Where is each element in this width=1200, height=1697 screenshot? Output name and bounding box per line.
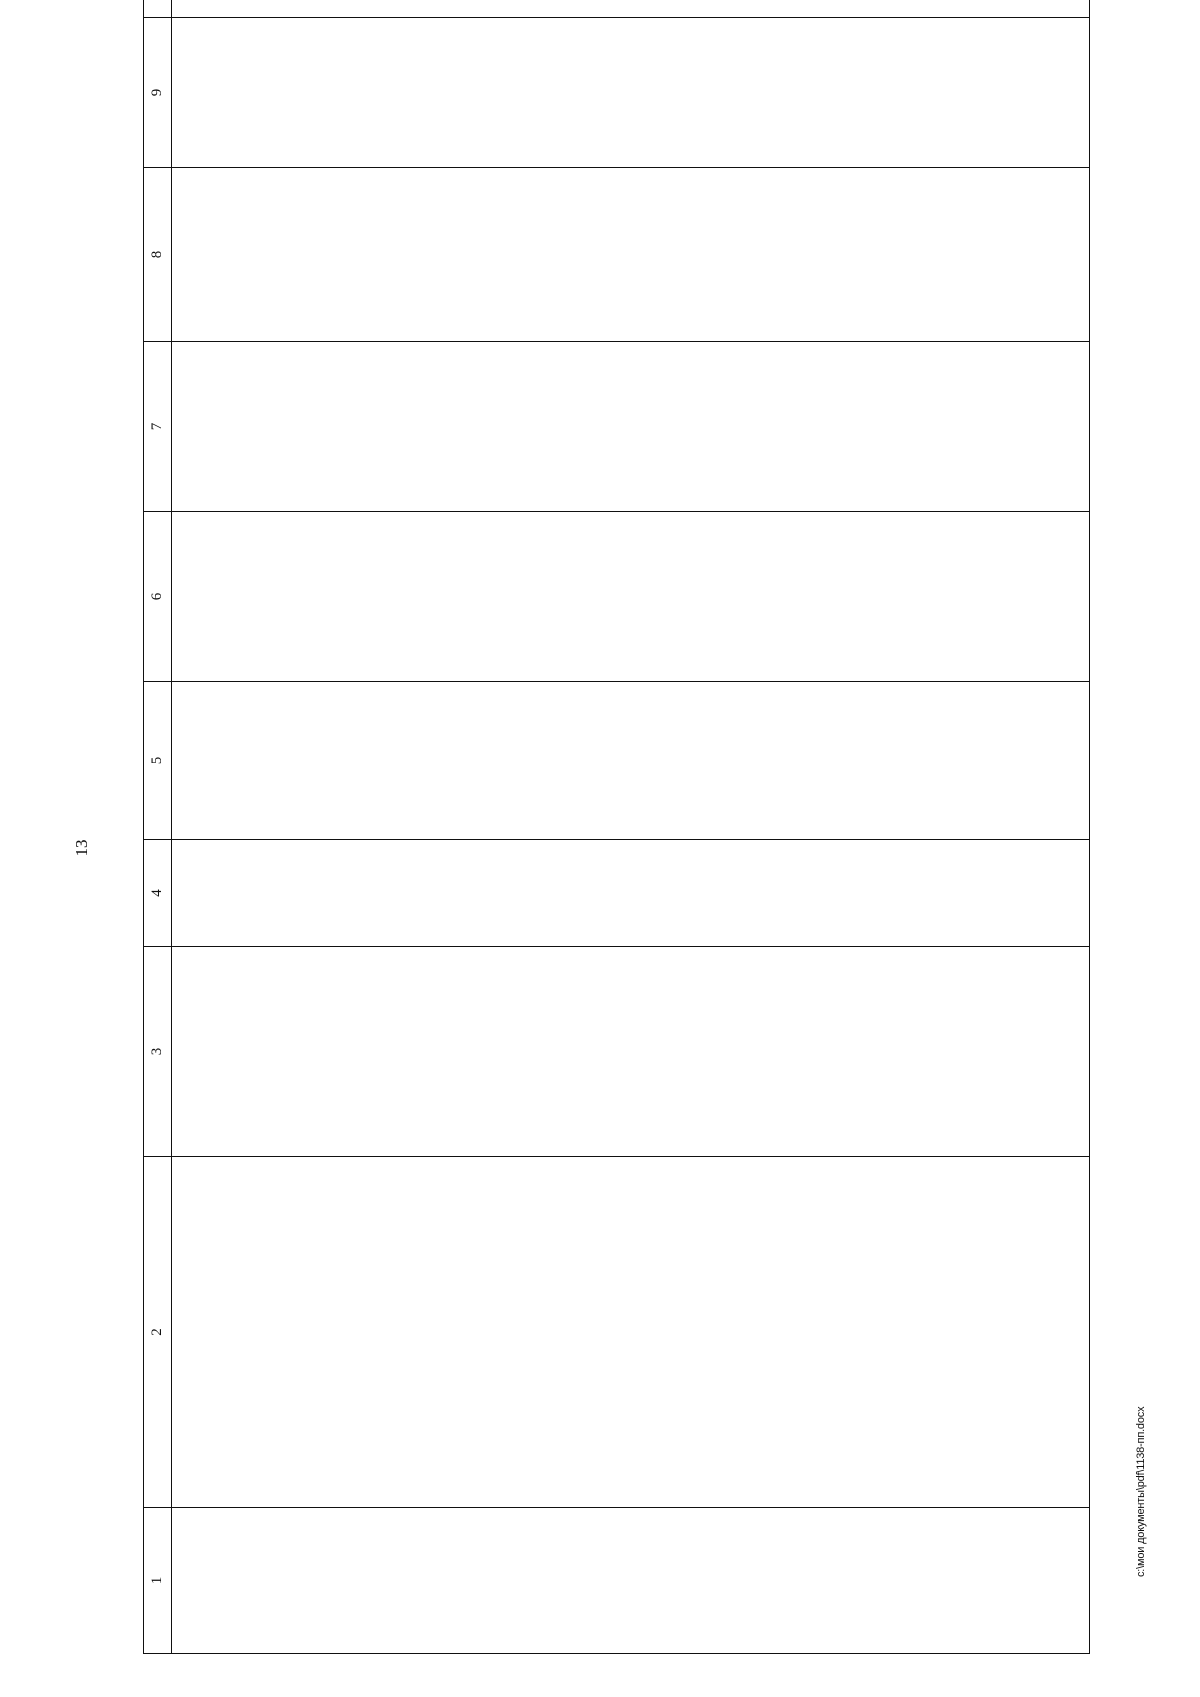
text-line: [339, 0, 357, 17]
table-cell: [172, 168, 1090, 342]
text-line: [560, 0, 578, 17]
table-cell: [172, 1508, 1090, 1654]
text-line: [725, 0, 743, 17]
table-row: [172, 0, 1090, 1654]
text-line: [744, 0, 762, 17]
column-header: 1: [144, 1508, 172, 1654]
table-cell: [172, 0, 1090, 18]
header-row: [144, 0, 172, 1654]
text-line: [394, 0, 412, 17]
text-line: [633, 0, 651, 17]
text-line: [596, 0, 614, 17]
text-line: [431, 0, 449, 17]
text-line: [173, 0, 191, 17]
column-header: 8: [144, 168, 172, 342]
text-line: [449, 0, 467, 17]
text-line: [357, 0, 375, 17]
text-line: [375, 0, 393, 17]
text-line: [523, 0, 541, 17]
text-line: [707, 0, 725, 17]
table-cell: [172, 682, 1090, 840]
text-line: [817, 0, 835, 17]
text-line: [283, 0, 301, 17]
table-cell: [172, 18, 1090, 168]
text-line: [780, 0, 798, 17]
column-header: [144, 0, 172, 18]
text-line: [486, 0, 504, 17]
text-line: [210, 0, 228, 17]
column-header: 9: [144, 18, 172, 168]
column-header: 2: [144, 1157, 172, 1508]
column10-text: [172, 0, 836, 17]
footer-file-path: c:\мои документы\pdf\1138-пп.docx: [1135, 1406, 1147, 1577]
column-header: 3: [144, 947, 172, 1157]
text-line: [652, 0, 670, 17]
text-line: [762, 0, 780, 17]
column-header: 6: [144, 512, 172, 682]
text-line: [615, 0, 633, 17]
text-line: [191, 0, 209, 17]
text-line: [578, 0, 596, 17]
text-line: [468, 0, 486, 17]
column-header: 4: [144, 840, 172, 947]
text-line: [247, 0, 265, 17]
text-line: [265, 0, 283, 17]
text-line: [412, 0, 430, 17]
text-line: [670, 0, 688, 17]
column-header: 7: [144, 342, 172, 512]
text-line: [504, 0, 522, 17]
column-header: 5: [144, 682, 172, 840]
table-cell: [172, 840, 1090, 947]
results-table: [143, 0, 1090, 1654]
text-line: [228, 0, 246, 17]
page-number: 13: [72, 839, 91, 857]
text-line: [688, 0, 706, 17]
table-cell: [172, 512, 1090, 682]
table-cell: [172, 1157, 1090, 1508]
text-line: [302, 0, 320, 17]
table-cell: [172, 947, 1090, 1157]
text-line: [320, 0, 338, 17]
text-line: [541, 0, 559, 17]
table-cell: [172, 342, 1090, 512]
text-line: [799, 0, 817, 17]
